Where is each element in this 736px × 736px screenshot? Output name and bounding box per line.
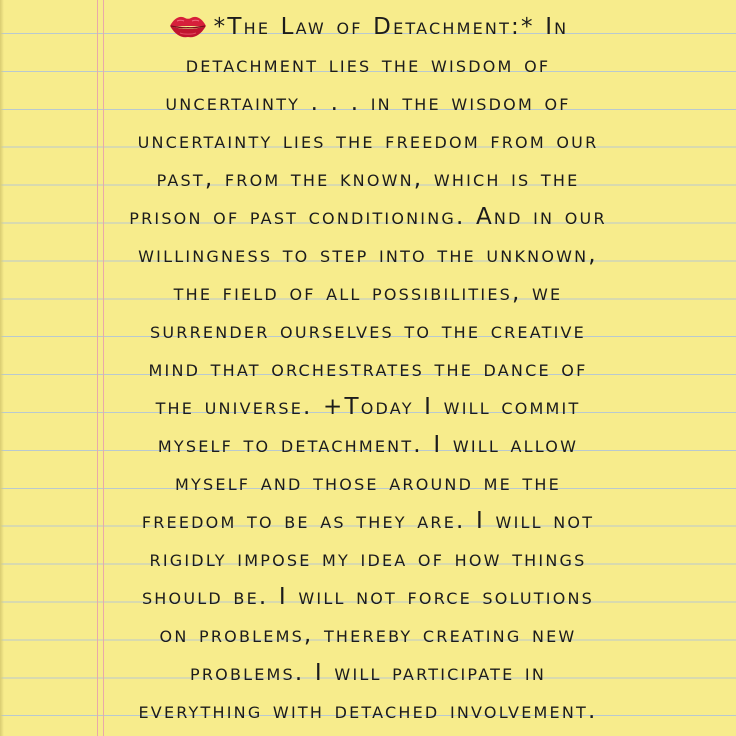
quote-line-3: uncertainty . . . in the wisdom of	[165, 90, 571, 116]
quote-line-8: the field of all possibilities, we	[173, 280, 563, 306]
quote-line-12: myself to detachment. I will allow	[157, 432, 579, 458]
quote-line-4: uncertainty lies the freedom from our	[137, 128, 599, 154]
quote-line-13: myself and those around me the	[175, 470, 561, 496]
quote-line-2: detachment lies the wisdom of	[185, 52, 551, 78]
paper-edge-shadow	[0, 0, 4, 736]
quote-text	[14, 8, 722, 730]
lips-icon	[168, 12, 208, 40]
quote-line-11: the universe. +Today I will commit	[155, 394, 581, 420]
quote-line-5: past, from the known, which is the	[156, 166, 580, 192]
quote-line-7: willingness to step into the unknown,	[138, 242, 598, 268]
quote-line-text: *The Law of Detachment:* In	[213, 14, 569, 40]
quote-line-6: prison of past conditioning. And in our	[129, 204, 607, 230]
quote-line-15: rigidly impose my idea of how things	[149, 546, 587, 572]
quote-line-16: should be. I will not force solutions	[141, 584, 595, 610]
quote-line-1	[14, 8, 722, 46]
quote-line-14: freedom to be as they are. I will not	[141, 508, 595, 534]
quote-line-18: problems. I will participate in	[189, 660, 547, 686]
quote-line-9: surrender ourselves to the creative	[150, 318, 586, 344]
quote-line-19: everything with detached involvement.	[138, 698, 598, 724]
quote-line-17: on problems, thereby creating new	[159, 622, 577, 648]
quote-line-10: mind that orchestrates the dance of	[148, 356, 588, 382]
